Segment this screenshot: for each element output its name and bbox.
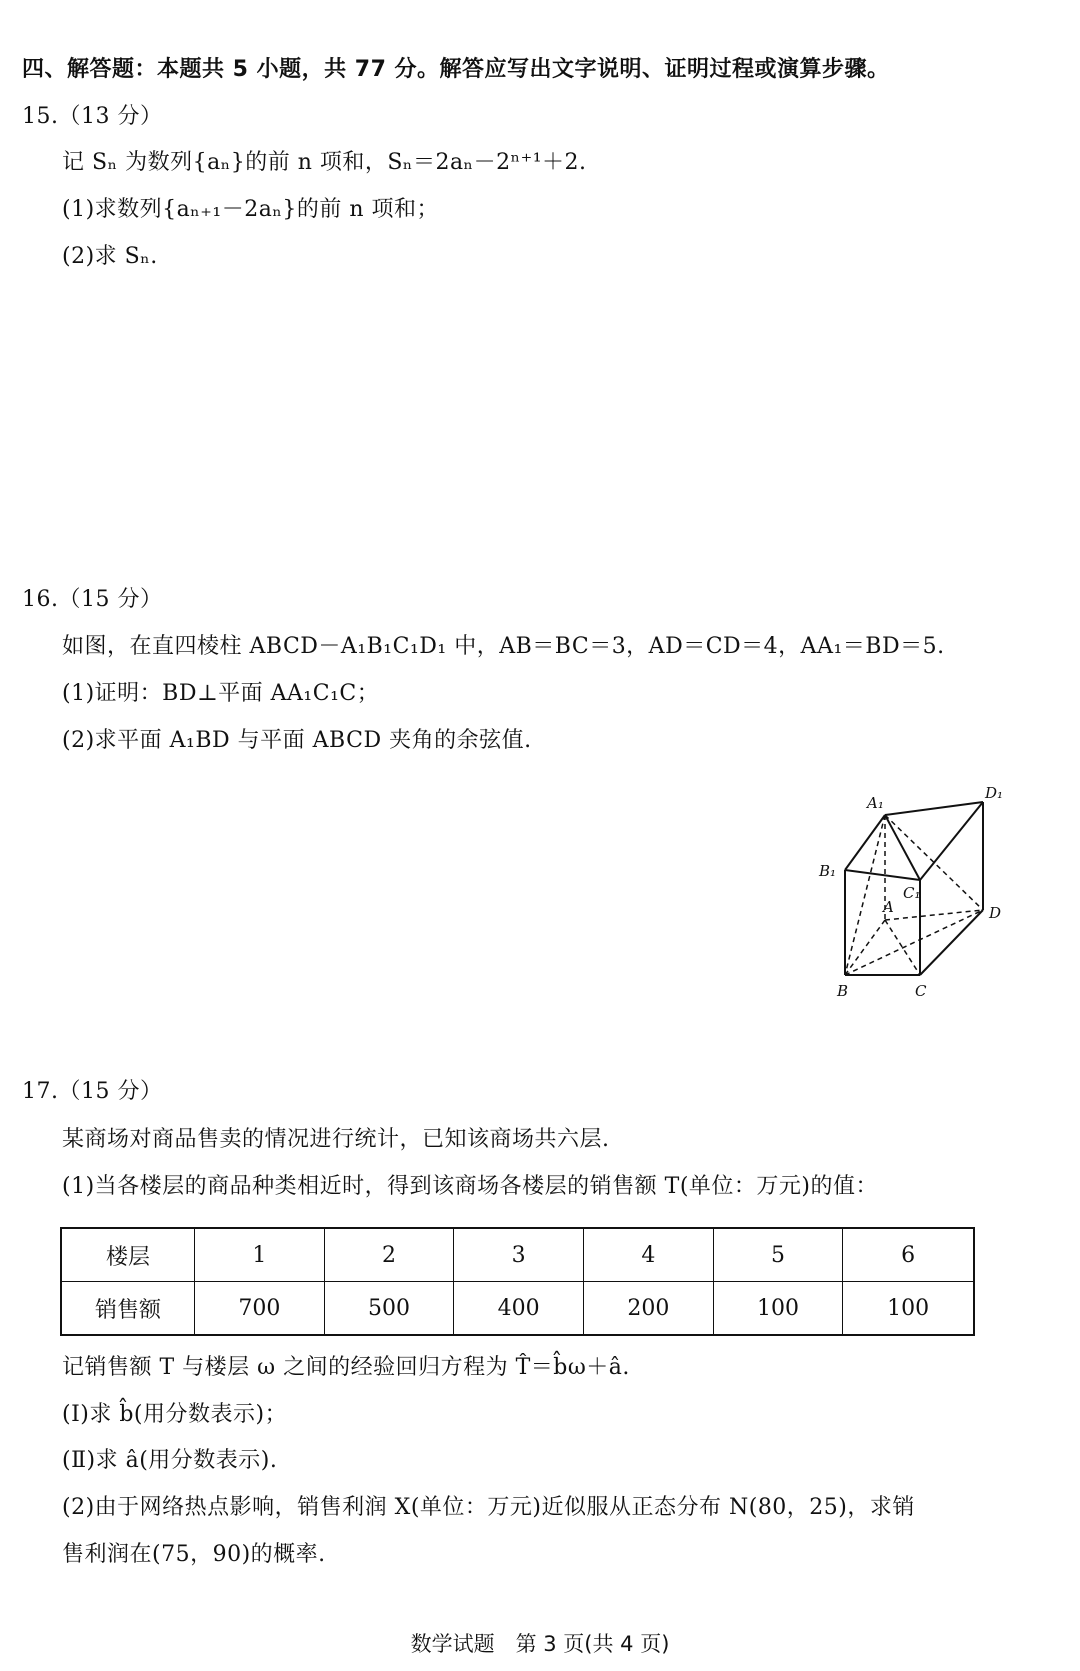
table-cell: 400 — [454, 1282, 584, 1336]
q17-part1: (1)当各楼层的商品种类相近时，得到该商场各楼层的销售额 T(单位：万元)的值： — [62, 1174, 878, 1199]
label-C: C — [915, 982, 927, 1000]
q16-number: 16.（15 分） — [22, 587, 163, 612]
label-B1: B₁ — [819, 862, 837, 880]
q15-part2: (2)求 Sₙ. — [62, 244, 158, 269]
table-cell: 100 — [713, 1282, 843, 1336]
q15-number: 15.（13 分） — [22, 104, 163, 129]
table-cell: 4 — [584, 1228, 714, 1282]
table-header-floor: 楼层 — [61, 1228, 195, 1282]
label-A1: A₁ — [867, 794, 884, 812]
label-A: A — [883, 898, 894, 916]
table-row-sales — [61, 1282, 974, 1336]
q17-regression: 记销售额 T 与楼层 ω 之间的经验回归方程为 T̂＝b̂ω＋â. — [62, 1355, 630, 1380]
table-cell: 700 — [195, 1282, 325, 1336]
q17-sub1: (Ⅰ)求 b̂(用分数表示)； — [62, 1402, 288, 1427]
table-cell: 100 — [843, 1282, 974, 1336]
q15-stem: 记 Sₙ 为数列{aₙ}的前 n 项和，Sₙ＝2aₙ－2ⁿ⁺¹＋2. — [62, 150, 587, 175]
label-B: B — [837, 982, 849, 1000]
q17-part2-line1: (2)由于网络热点影响，销售利润 X(单位：万元)近似服从正态分布 N(80，25)，求销 — [62, 1495, 915, 1520]
q17-intro: 某商场对商品售卖的情况进行统计，已知该商场共六层. — [62, 1127, 610, 1152]
sales-table — [60, 1227, 975, 1336]
table-cell: 5 — [713, 1228, 843, 1282]
q16-part1: (1)证明：BD⊥平面 AA₁C₁C； — [62, 681, 380, 706]
q17-sub2: (Ⅱ)求 â(用分数表示). — [62, 1448, 278, 1473]
q16-part2: (2)求平面 A₁BD 与平面 ABCD 夹角的余弦值. — [62, 728, 532, 753]
table-cell: 3 — [454, 1228, 584, 1282]
label-D: D — [989, 904, 1002, 922]
table-header-sales: 销售额 — [61, 1282, 195, 1336]
q17-part2-line2: 售利润在(75，90)的概率. — [62, 1542, 326, 1567]
label-C1: C₁ — [903, 884, 921, 902]
section-title: 四、解答题：本题共 5 小题，共 77 分。解答应写出文字说明、证明过程或演算步骤。 — [22, 57, 890, 82]
prism-figure — [815, 780, 1015, 1010]
q17-number: 17.（15 分） — [22, 1079, 163, 1104]
table-cell: 500 — [324, 1282, 454, 1336]
q16-stem: 如图，在直四棱柱 ABCD－A₁B₁C₁D₁ 中，AB＝BC＝3，AD＝CD＝4，AA₁＝BD＝5. — [62, 634, 945, 659]
label-D1: D₁ — [985, 784, 1004, 802]
table-row-floor — [61, 1228, 974, 1282]
table-cell: 6 — [843, 1228, 974, 1282]
page-footer: 数学试题 第 3 页(共 4 页) — [410, 1632, 670, 1656]
table-cell: 2 — [324, 1228, 454, 1282]
q15-part1: (1)求数列{aₙ₊₁－2aₙ}的前 n 项和； — [62, 197, 440, 222]
table-cell: 1 — [195, 1228, 325, 1282]
table-cell: 200 — [584, 1282, 714, 1336]
